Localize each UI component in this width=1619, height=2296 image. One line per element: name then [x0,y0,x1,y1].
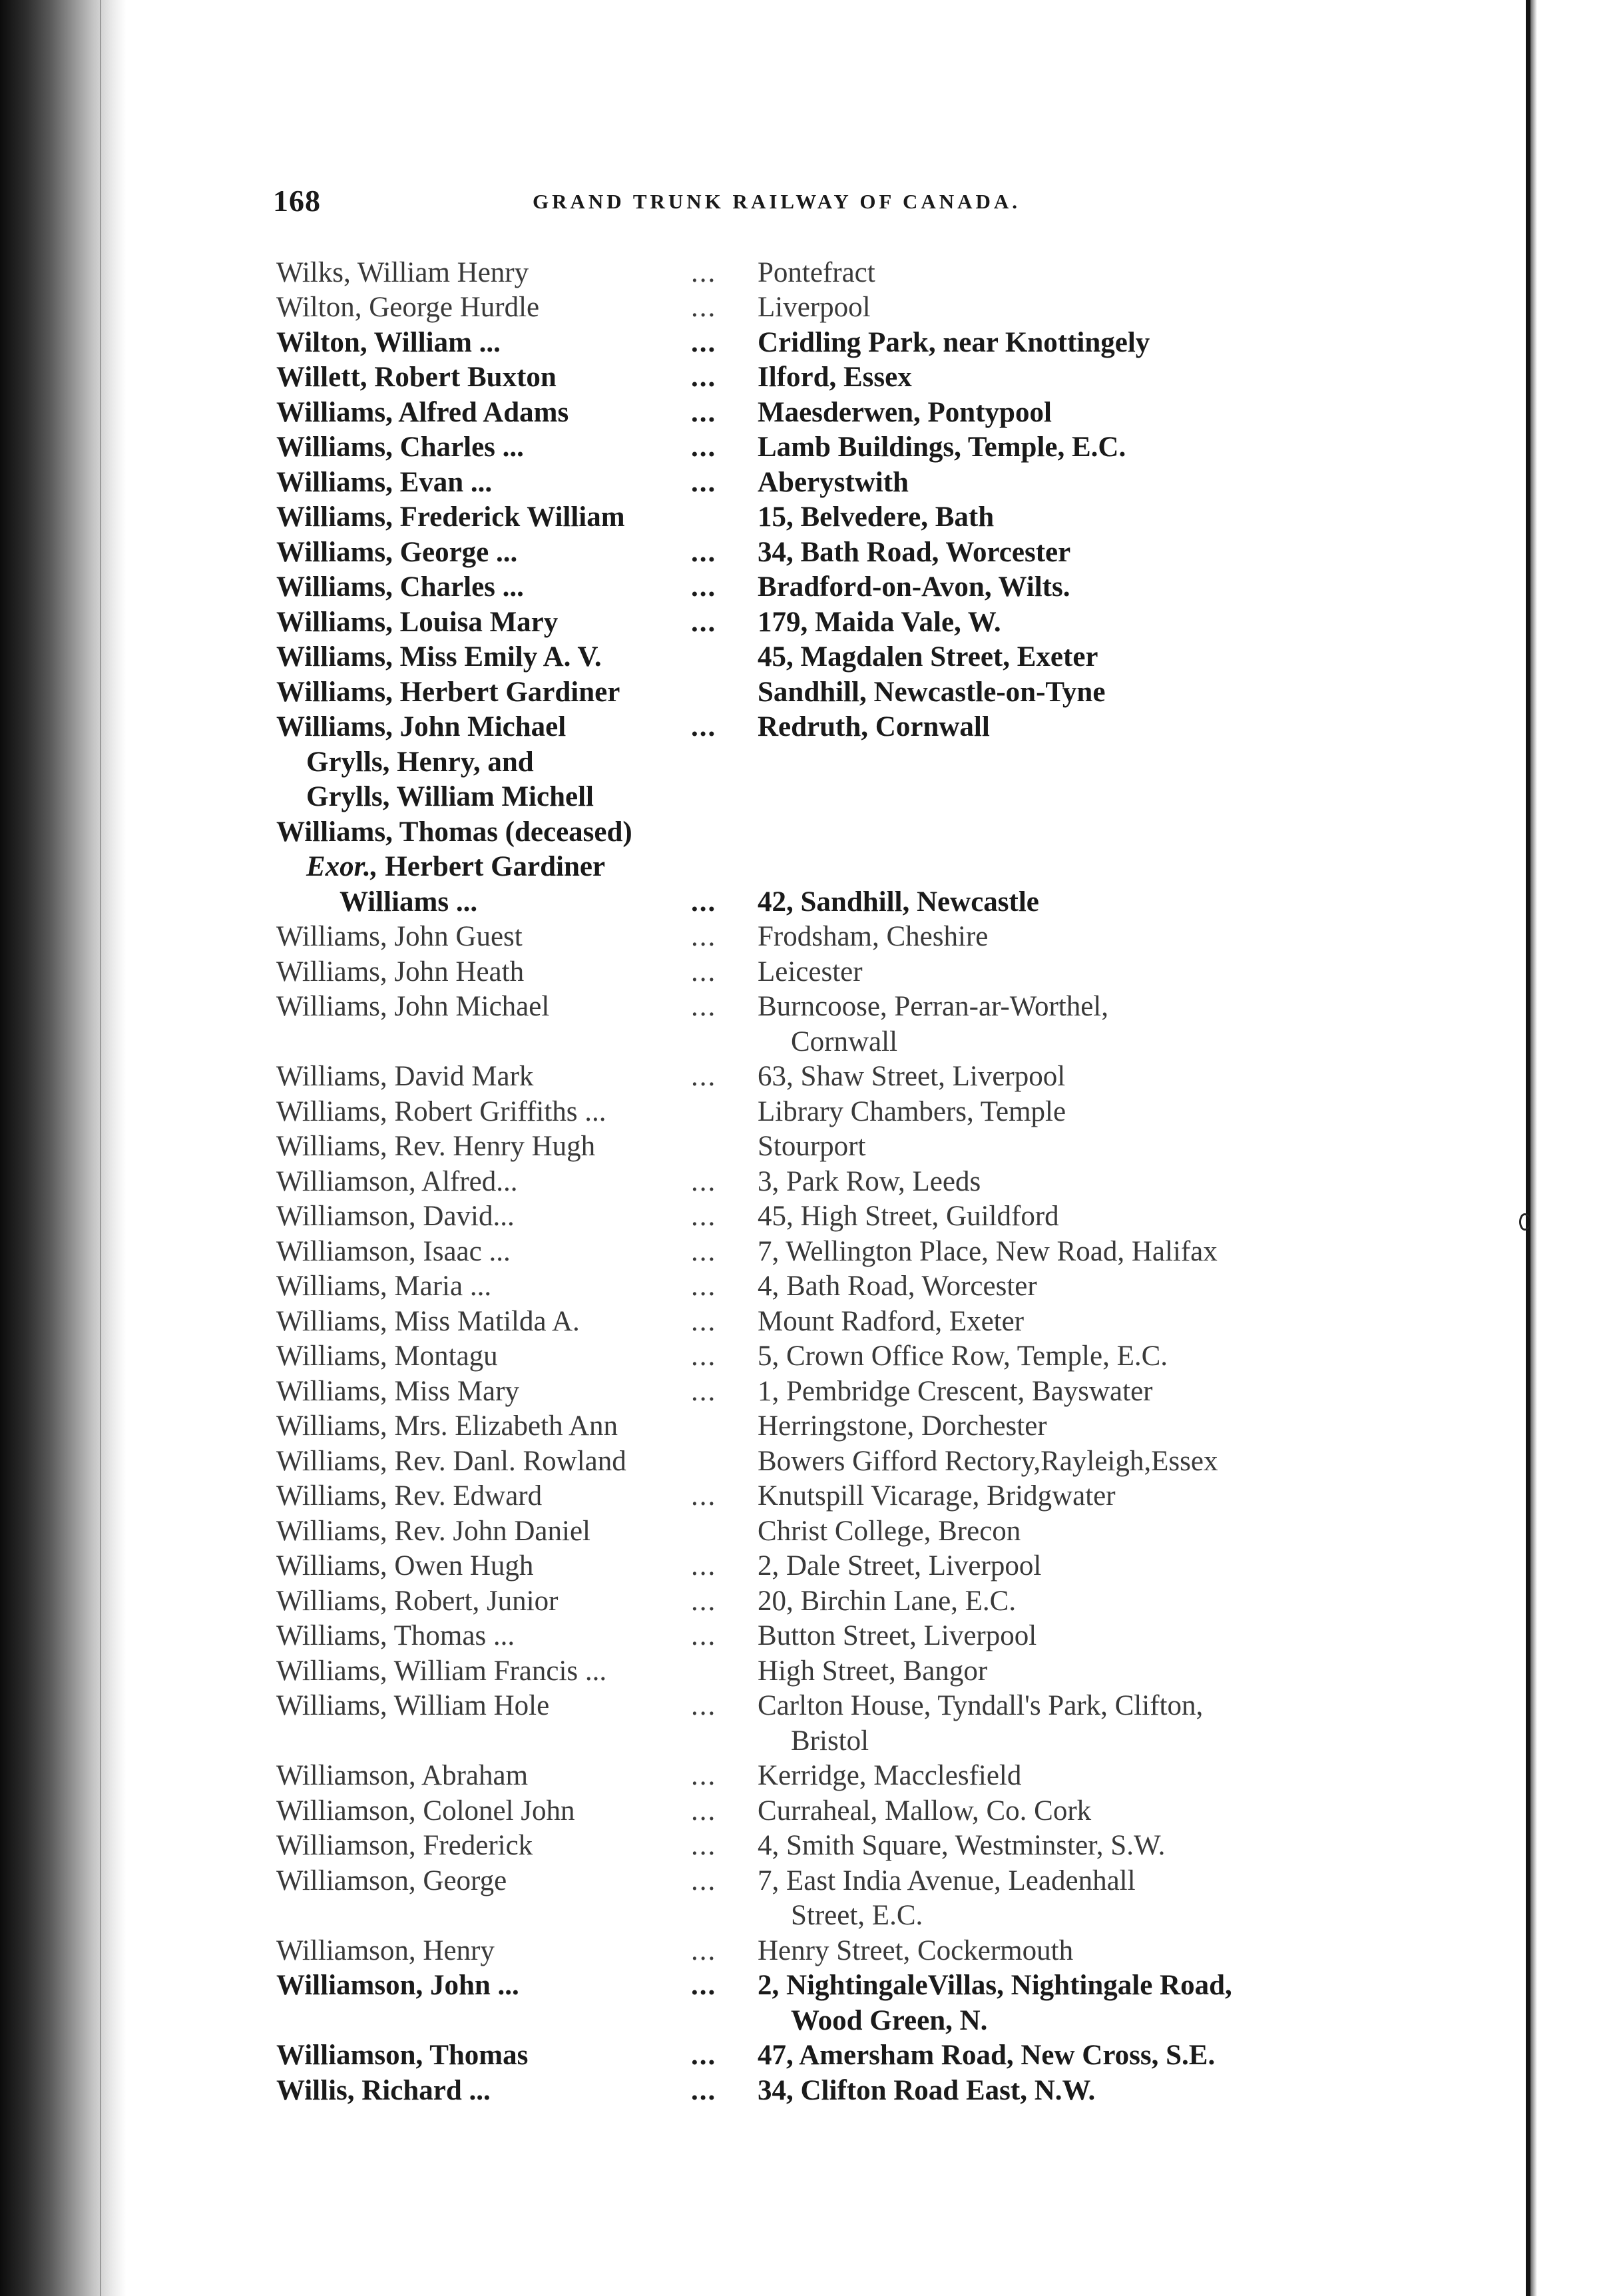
entry-address: Street, E.C. [791,1900,923,1931]
list-item [0,1898,1518,1933]
leader-dots: ... [691,257,717,288]
entry-address: Ilford, Essex [758,362,912,393]
list-item [0,990,1518,1024]
list-item [0,850,1518,884]
entry-name: Williams, Louisa Mary [276,607,559,638]
leader-dots: ... [691,431,717,463]
entry-name: Williams, George ... [276,537,518,568]
leader-dots: ... [691,1795,717,1827]
entry-address: Frodsham, Cheshire [758,921,989,952]
entry-address: 4, Bath Road, Worcester [758,1271,1037,1302]
entry-name: Williams, Owen Hugh [276,1550,534,1581]
list-item [0,640,1518,675]
list-item [0,745,1518,780]
list-item [0,570,1518,605]
entry-address: Maesderwen, Pontypool [758,397,1052,428]
entry-address: 42, Sandhill, Newcastle [758,886,1039,918]
entry-name: Williams, John Heath [276,956,525,988]
entry-address: Henry Street, Cockermouth [758,1935,1074,1966]
entry-address: Kerridge, Macclesfield [758,1760,1022,1791]
entry-name: Williams, John Michael [276,991,550,1022]
list-item [0,326,1518,360]
entry-address: Knutspill Vicarage, Bridgwater [758,1480,1116,1512]
leader-dots: ... [691,1340,717,1372]
entry-address: 5, Crown Office Row, Temple, E.C. [758,1340,1168,1372]
entry-address: Liverpool [758,292,871,323]
list-item [0,256,1518,290]
entry-name: Williams, Charles ... [276,571,524,603]
entry-name: Williamson, Isaac ... [276,1236,511,1267]
list-item [0,1304,1518,1339]
list-item [0,1829,1518,1863]
leader-dots: ... [691,886,717,918]
leader-dots: ... [691,1970,717,2001]
leader-dots: ... [691,1585,717,1617]
leader-dots: ... [691,1306,717,1337]
entry-name: Willett, Robert Buxton [276,362,557,393]
entry-name [306,850,605,884]
leader-dots: ... [691,1865,717,1896]
entry-address: 7, East India Avenue, Leadenhall [758,1865,1136,1896]
leader-dots: ... [691,607,717,638]
list-item [0,1514,1518,1549]
entry-name: Williams, Maria ... [276,1271,492,1302]
leader-dots: ... [691,537,717,568]
list-item [0,1165,1518,1199]
list-item [0,2004,1518,2038]
list-item [0,2074,1518,2108]
list-item [0,955,1518,990]
leader-dots: ... [691,921,717,952]
list-item [0,1059,1518,1094]
entry-address: 7, Wellington Place, New Road, Halifax [758,1236,1218,1267]
leader-dots: ... [691,1550,717,1581]
entry-name: Willis, Richard ... [276,2075,491,2106]
leader-dots: ... [691,571,717,603]
list-item [0,396,1518,430]
list-item [0,1339,1518,1374]
leader-dots: ... [691,1376,717,1407]
leader-dots: ... [691,1061,717,1092]
entry-name: Williams, Robert, Junior [276,1585,559,1617]
entry-address: 45, Magdalen Street, Exeter [758,641,1098,673]
list-item [0,675,1518,710]
list-item [0,1374,1518,1409]
list-item [0,360,1518,395]
entry-address: 20, Birchin Lane, E.C. [758,1585,1017,1617]
entry-name: Wilks, William Henry [276,257,529,288]
entry-address: 4, Smith Square, Westminster, S.W. [758,1830,1166,1861]
entry-address: Curraheal, Mallow, Co. Cork [758,1795,1092,1827]
leader-dots: ... [691,467,717,498]
entry-address: Lamb Buildings, Temple, E.C. [758,431,1126,463]
entry-name: Williamson, Frederick [276,1830,533,1861]
list-item [0,920,1518,954]
list-item [0,1199,1518,1234]
leader-dots: ... [691,2075,717,2106]
entry-name: Williams, Rev. Edward [276,1480,543,1512]
leader-dots: ... [691,1620,717,1651]
entry-name: Williams ... [340,886,478,918]
list-item [0,1235,1518,1269]
list-item [0,1794,1518,1829]
entry-name: Williamson, Thomas [276,2040,529,2071]
entry-address: Library Chambers, Temple [758,1096,1066,1127]
entry-address: Bowers Gifford Rectory,Rayleigh,Essex [758,1446,1218,1477]
list-item [0,1095,1518,1129]
entry-name: Williams, Thomas ... [276,1620,515,1651]
leader-dots: ... [691,362,717,393]
entry-name: Williams, Herbert Gardiner [276,677,620,708]
list-item [0,465,1518,500]
leader-dots: ... [691,397,717,428]
entry-name: Williams, Rev. Danl. Rowland [276,1446,626,1477]
leader-dots: ... [691,1760,717,1791]
entry-address: High Street, Bangor [758,1655,988,1687]
list-item [0,815,1518,850]
entry-name: Williamson, Henry [276,1935,495,1966]
entry-name: Williams, Evan ... [276,467,493,498]
entry-name: Williamson, John ... [276,1970,519,2001]
entry-address: Carlton House, Tyndall's Park, Clifton, [758,1690,1204,1721]
entry-name: Williamson, Abraham [276,1760,529,1791]
list-item [0,780,1518,814]
list-item [0,1444,1518,1479]
list-item [0,1584,1518,1619]
entry-name: Wilton, George Hurdle [276,292,540,323]
entry-address: Button Street, Liverpool [758,1620,1037,1651]
executor-label: Exor., [306,851,378,882]
entry-name: Williams, Thomas (deceased) [276,816,632,848]
leader-dots: ... [691,1830,717,1861]
entry-name: Williams, John Guest [276,921,523,952]
list-item [0,885,1518,920]
entry-address: 47, Amersham Road, New Cross, S.E. [758,2040,1216,2071]
list-item [0,290,1518,325]
list-item [0,1549,1518,1583]
entry-address: Burncoose, Perran-ar-Worthel, [758,991,1109,1022]
leader-dots: ... [691,1935,717,1966]
list-item [0,1479,1518,1514]
list-item [0,1025,1518,1059]
leader-dots: ... [691,1271,717,1302]
leader-dots: ... [691,327,717,358]
entry-name: Williams, William Francis ... [276,1655,607,1687]
entry-name: Grylls, William Michell [306,781,594,812]
entry-name: Williams, John Michael [276,711,567,742]
list-item [0,1654,1518,1689]
list-item [0,1689,1518,1723]
entry-address: Mount Radford, Exeter [758,1306,1025,1337]
entry-address: 45, High Street, Guildford [758,1201,1059,1232]
leader-dots: ... [691,711,717,742]
entry-address: 34, Clifton Road East, N.W. [758,2075,1096,2106]
entry-name: Williams, Miss Matilda A. [276,1306,580,1337]
entry-address: Cridling Park, near Knottingely [758,327,1150,358]
entry-address: Christ College, Brecon [758,1516,1021,1547]
entry-name: Williams, Robert Griffiths ... [276,1096,606,1127]
entry-name: Williams, Frederick William [276,501,625,533]
leader-dots: ... [691,1480,717,1512]
entry-name: Williams, Miss Emily A. V. [276,641,602,673]
list-item [0,1759,1518,1793]
list-item [0,1968,1518,2003]
list-item [0,1409,1518,1444]
page-number: 168 [273,184,321,218]
leader-dots: ... [691,1690,717,1721]
list-item [0,1129,1518,1164]
list-item [0,710,1518,744]
entry-address: Herringstone, Dorchester [758,1410,1047,1442]
entry-name: Grylls, Henry, and [306,746,534,778]
entry-address: Aberystwith [758,467,909,498]
entry-address: 1, Pembridge Crescent, Bayswater [758,1376,1153,1407]
entry-address: Pontefract [758,257,875,288]
entry-name: Williamson, David... [276,1201,515,1232]
running-title: GRAND TRUNK RAILWAY OF CANADA. [533,190,1021,213]
entry-address: Bristol [791,1725,869,1757]
entry-address: Leicester [758,956,863,988]
list-item [0,430,1518,465]
list-item [0,605,1518,640]
entry-name: Williams, Charles ... [276,431,524,463]
list-item [0,1864,1518,1898]
entry-address: 179, Maida Vale, W. [758,607,1001,638]
list-item [0,535,1518,570]
leader-dots: ... [691,1166,717,1197]
leader-dots: ... [691,1201,717,1232]
list-item [0,1619,1518,1653]
list-item [0,2038,1518,2073]
list-item [0,1934,1518,1968]
entry-name: Williams, Montagu [276,1340,498,1372]
entry-name: Williams, David Mark [276,1061,534,1092]
entry-name: Williams, Miss Mary [276,1376,519,1407]
entry-name: Williamson, Colonel John [276,1795,575,1827]
entry-name: Williams, William Hole [276,1690,550,1721]
entry-address: 34, Bath Road, Worcester [758,537,1071,568]
entry-address: Cornwall [791,1026,898,1057]
entry-name: Williams, Mrs. Elizabeth Ann [276,1410,618,1442]
entry-address: Wood Green, N. [791,2005,988,2036]
list-item [0,1724,1518,1759]
entry-address: 15, Belvedere, Bath [758,501,995,533]
entry-address: Stourport [758,1131,866,1162]
entry-name: Williamson, Alfred... [276,1166,518,1197]
entry-address: 2, NightingaleVillas, Nightingale Road, [758,1970,1232,2001]
leader-dots: ... [691,956,717,988]
leader-dots: ... [691,1236,717,1267]
leader-dots: ... [691,991,717,1022]
leader-dots: ... [691,292,717,323]
entry-address: Sandhill, Newcastle-on-Tyne [758,677,1106,708]
entry-address: 63, Shaw Street, Liverpool [758,1061,1066,1092]
entry-name: Williams, Rev. Henry Hugh [276,1131,596,1162]
entry-name: Wilton, William ... [276,327,501,358]
entry-address: Bradford-on-Avon, Wilts. [758,571,1070,603]
list-item [0,1269,1518,1304]
entry-address: 3, Park Row, Leeds [758,1166,981,1197]
entry-address: Redruth, Cornwall [758,711,990,742]
entry-name: Williamson, George [276,1865,507,1896]
entry-name: Williams, Alfred Adams [276,397,569,428]
executor-name: Herbert Gardiner [377,851,606,882]
entry-address: 2, Dale Street, Liverpool [758,1550,1042,1581]
leader-dots: ... [691,2040,717,2071]
list-item [0,500,1518,535]
entry-name: Williams, Rev. John Daniel [276,1516,590,1547]
